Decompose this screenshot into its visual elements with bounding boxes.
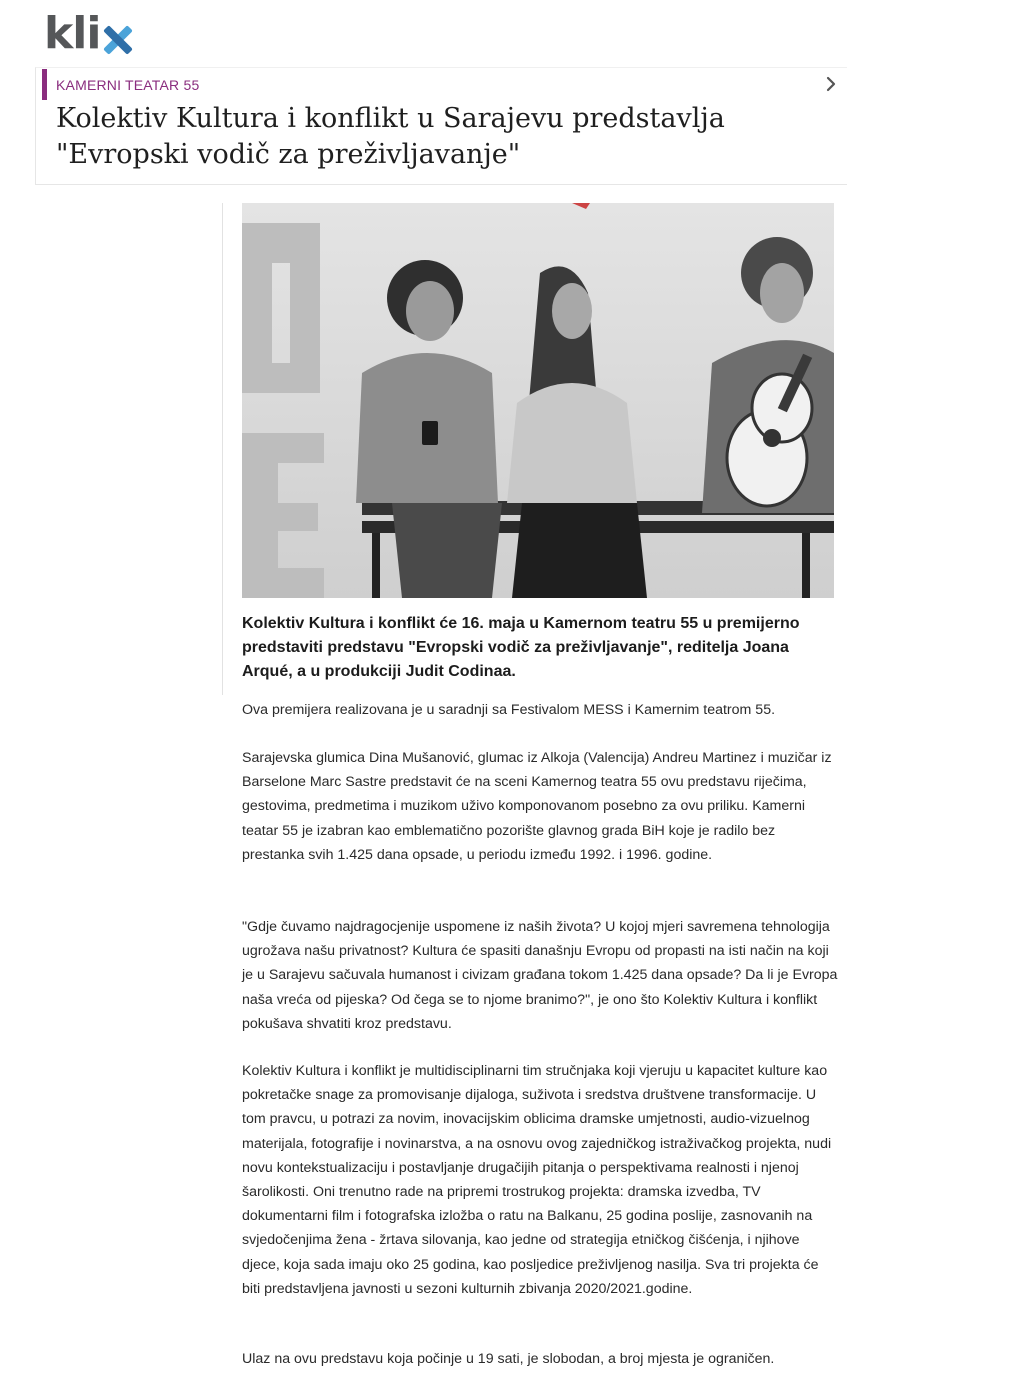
logo-text: kli [44,8,101,59]
article-paragraph: Ulaz na ovu predstavu koja počinje u 19 sati, je slobodan, a broj mjesta je ograničen. [242,1351,775,1367]
article-paragraph: Ova premijera realizovana je u saradnji sa Festivalom MESS i Kamernim teatrom 55. [242,702,776,718]
section-link[interactable]: KAMERNI TEATAR 55 [56,77,200,93]
chevron-right-icon[interactable] [825,76,837,92]
article-paragraph: Kolektiv Kultura i konflikt je multidisciplinarni tim stručnjaka koji vjeruju u kapacitet kulture kao pokretačke snage za promovisanje dijaloga, suživota i sredstva društvene transformacije. U tom pravcu, u potrazi za novim, inovacijskim oblicima dramske umjetnosti, audio-vizuelnog materijala, fotografije i novinarstva, a na osnovu ovog zajedničkog istraživačkog projekta, nudi novu kontekstualizaciju i postavljanje drugačijih pitanja o perspektivama realnosti i njenoj šarolikosti. Oni trenutno rade na pripremi trostrukog projekta: dramska izvedba, TV dokumentarni film i fotografska izložba o ratu na Balkanu, 25 godina poslije, zasnovanih na svjedočenjima žena - žrtava silovanja, kao jedne od strategija etničkog čišćenja, i njihove djece, koja sada imaju oko 25 godina, kao posljedice preživljenog nasilja. Sva tri projekta će biti predstavljena javnosti u sezoni kulturnih zbivanja 2020/2021.godine. [242,1063,832,1297]
article-title: Kolektiv Kultura i konflikt u Sarajevu predstavlja "Evropski vodič za preživljavanje" [56,103,725,170]
article-paragraph: Sarajevska glumica Dina Mušanović, glumac iz Alkoja (Valencija) Andreu Martinez i muzičar iz Barselone Marc Sastre predstavit će na sceni Kamernog teatra 55 ovu predstavu riječima, gestovima, predmetima i muzikom uživo komponovanom posebno za ovu priliku. Kamerni teatar 55 je izabran kao emblematično pozorište glavnog grada BiH koje je radilo bez prestanka svih 1.425 dana opsade, u periodu između 1992. i 1996. godine. [242,750,832,863]
article-lead: Kolektiv Kultura i konflikt će 16. maja u Kamernom teatru 55 u premijerno predstaviti predstavu "Evropski vodič za preživljavanje", reditelja Joana Arqué, a u produkciji Judit Codinaa. [242,615,800,680]
lead-divider [222,203,223,695]
section-accent-bar [42,69,47,100]
site-logo[interactable] [44,8,134,59]
article-header [35,67,847,185]
photo-icon [242,203,834,598]
article-paragraph: "Gdje čuvamo najdragocjenije uspomene iz naših života? U kojoj mjeri savremena tehnologija ugrožava našu privatnost? Kultura će spasiti današnju Evropu od propasti na isti način na koji je u Sarajevu sačuvala humanost i civizam građana tokom 1.425 dana opsade? Da li je Evropa naša vreća od pijeska? Od čega se to njome branimo?", je ono što Kolektiv Kultura i konflikt pokušava shvatiti kroz predstavu. [242,919,838,1032]
article-hero-image[interactable] [242,203,834,598]
logo-x-icon [102,25,134,55]
